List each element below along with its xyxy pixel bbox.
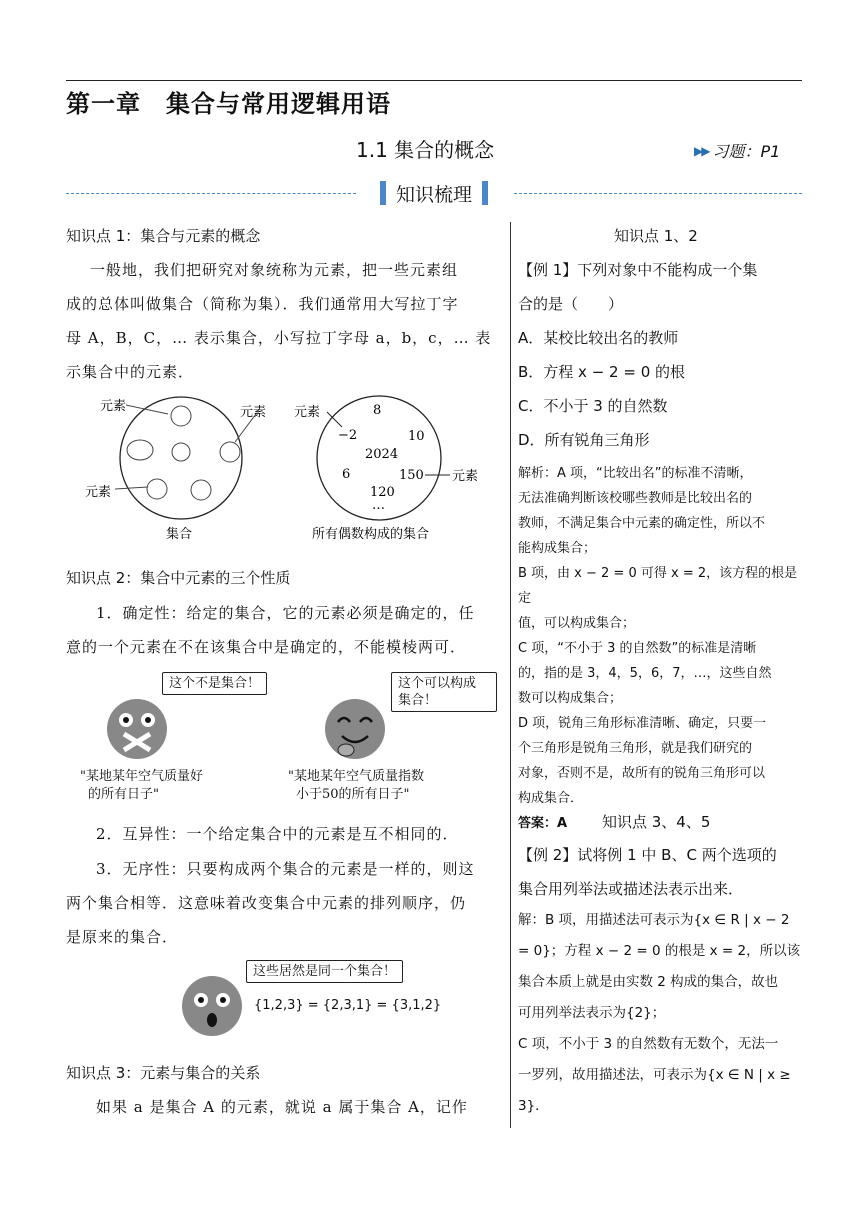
solution-line: 3}．	[518, 1098, 549, 1114]
kp2-line: 3．无序性：只要构成两个集合的元素是一样的，则这	[96, 860, 475, 878]
kp3-title: 知识点 3：元素与集合的关系	[66, 1064, 261, 1082]
kp2-paragraph-1	[66, 596, 506, 664]
top-rule	[66, 80, 802, 81]
set-number: 10	[408, 429, 425, 444]
exercise-reference[interactable]	[694, 139, 780, 162]
kp3-line: 如果 a 是集合 A 的元素，就说 a 属于集合 A，记作	[96, 1098, 468, 1116]
set-number: 6	[342, 467, 351, 482]
set-number: 8	[373, 403, 382, 418]
solution-line: 解：B 项，用描述法可表示为{x ∈ R | x − 2	[518, 912, 790, 928]
set-circle-even-numbers	[294, 396, 478, 542]
column-divider	[510, 222, 511, 1128]
face-figure	[76, 668, 506, 810]
analysis-line: 能构成集合；	[518, 541, 597, 556]
bubble-right-line: 集合！	[398, 693, 438, 708]
banner-bar-left	[380, 181, 386, 205]
kp3-paragraph	[66, 1090, 506, 1124]
caption-left	[80, 768, 203, 804]
banner-title: 知识梳理	[395, 183, 472, 206]
kp1-line: 示集合中的元素．	[66, 363, 195, 381]
example-2	[518, 838, 808, 906]
answer: 答案：A	[518, 816, 568, 831]
analysis-line: 教师，不满足集合中元素的确定性，所以不	[518, 516, 766, 531]
analysis-line: 值，可以构成集合；	[518, 616, 636, 631]
dashed-divider-left	[66, 193, 356, 194]
surprised-face-icon	[180, 974, 244, 1038]
kp1-line: 成的总体叫做集合（简称为集）．我们通常用大写拉丁字	[66, 295, 459, 313]
kp2-line: 是原来的集合．	[66, 928, 179, 946]
kp2-line: 两个集合相等．这意味着改变集合中元素的排列顺序，仍	[66, 894, 467, 912]
speech-bubble-right	[391, 672, 497, 712]
solution-line: C 项，不小于 3 的自然数有无数个，无法一	[518, 1036, 779, 1052]
banner-bar-right	[482, 181, 488, 205]
caption-left-line: 的所有日子"	[88, 787, 159, 802]
analysis-line: 数可以构成集合；	[518, 691, 623, 706]
double-arrow-icon: ▶▶	[694, 143, 709, 158]
animal-icon	[220, 442, 240, 462]
section-title: 1.1 集合的概念	[356, 138, 495, 162]
kp345-title: 知识点 3、4、5	[602, 813, 711, 831]
section-banner	[366, 178, 502, 208]
analysis-line: 构成集合．	[518, 791, 584, 806]
element-label: 元素	[240, 405, 267, 420]
animal-icon	[172, 443, 190, 461]
kp2-paragraph-3	[66, 852, 506, 954]
element-label: 元素	[100, 399, 127, 414]
same-set-figure	[180, 958, 510, 1040]
option-c: C．不小于 3 的自然数	[518, 397, 668, 415]
dashed-divider-right	[514, 193, 802, 194]
example-1-line: 合的是（ ）	[518, 295, 624, 313]
solution-line: 集合本质上就是由实数 2 构成的集合，故也	[518, 974, 779, 990]
analysis-line: D 项，锐角三角形标准清晰、确定，只要一	[518, 716, 767, 731]
set-number: …	[372, 498, 385, 513]
animal-icon	[191, 480, 211, 500]
happy-face-icon	[322, 696, 392, 766]
element-label: 元素	[85, 485, 112, 500]
analysis-line: 的，指的是 3，4，5，6，7，…，这些自然	[518, 666, 772, 681]
equal-sets: {1,2,3} = {2,3,1} = {3,1,2}	[254, 998, 442, 1013]
set-number: 120	[370, 485, 395, 500]
set-circle-animals	[85, 397, 266, 542]
example-1	[518, 253, 808, 457]
analysis-line: 解析：A 项，“比较出名”的标准不清晰，	[518, 466, 753, 481]
bubble-right-line: 这个可以构成	[398, 676, 477, 691]
option-d: D．所有锐角三角形	[518, 431, 650, 449]
caption-left-line: "某地某年空气质量好	[80, 769, 203, 784]
kp12-title: 知识点 1、2	[614, 227, 698, 245]
fish-icon	[127, 440, 153, 460]
kp1-paragraph	[66, 253, 506, 389]
kp1-title: 知识点 1：集合与元素的概念	[66, 227, 261, 245]
example-2-line: 集合用列举法或描述法表示出来．	[518, 880, 744, 898]
kp2-line: 2．互异性：一个给定集合中的元素是互不相同的．	[96, 825, 459, 843]
caption-right	[288, 768, 424, 804]
caption-set: 集合	[166, 527, 193, 542]
element-label: 元素	[294, 405, 321, 420]
chapter-title: 第一章 集合与常用逻辑用语	[66, 90, 391, 118]
set-diagrams-figure	[80, 392, 500, 550]
set-number: 2024	[365, 447, 399, 462]
animal-icon	[147, 479, 167, 499]
kp1-line: 母 A，B，C，… 表示集合，小写拉丁字母 a，b，c，… 表	[66, 329, 492, 347]
analysis-line: C 项，“不小于 3 的自然数”的标准是清晰	[518, 641, 757, 656]
example-2-line: 【例 2】试将例 1 中 B、C 两个选项的	[518, 846, 777, 864]
animal-icon	[171, 406, 191, 426]
analysis-line: 个三角形是锐角三角形，就是我们研究的	[518, 741, 753, 756]
option-a: A．某校比较出名的教师	[518, 329, 679, 347]
element-label: 元素	[452, 469, 479, 484]
example-1-line: 【例 1】下列对象中不能构成一个集	[518, 261, 758, 279]
analysis-line: 无法准确判断该校哪些教师是比较出名的	[518, 491, 753, 506]
kp2-line: 意的一个元素在不在该集合中是确定的，不能模棱两可．	[66, 638, 467, 656]
option-b: B．方程 x − 2 = 0 的根	[518, 363, 686, 381]
kp2-paragraph-2	[66, 817, 506, 851]
caption-even-set: 所有偶数构成的集合	[312, 527, 430, 542]
exercise-reference-label: 习题：P1	[712, 142, 781, 161]
set-number: 150	[399, 468, 424, 483]
analysis	[518, 461, 808, 836]
caption-right-line: 小于50的所有日子"	[296, 787, 410, 802]
sad-face-icon	[104, 696, 174, 766]
solution-line: 可用列举法表示为{2}；	[518, 1005, 666, 1021]
analysis-line: 对象，否则不是，故所有的锐角三角形可以	[518, 766, 766, 781]
analysis-line: B 项，由 x − 2 = 0 可得 x = 2，该方程的根是定	[518, 566, 798, 606]
kp2-title: 知识点 2：集合中元素的三个性质	[66, 569, 291, 587]
kp2-line: 1．确定性：给定的集合，它的元素必须是确定的，任	[96, 604, 475, 622]
caption-right-line: "某地某年空气质量指数	[288, 769, 424, 784]
speech-bubble-left: 这个不是集合！	[162, 672, 267, 695]
solution-line: 一罗列，故用描述法，可表示为{x ∈ N | x ≥	[518, 1067, 791, 1083]
solution-line: = 0}；方程 x − 2 = 0 的根是 x = 2，所以该	[518, 943, 801, 959]
speech-bubble: 这些居然是同一个集合！	[246, 960, 403, 983]
kp1-line: 一般地，我们把研究对象统称为元素，把一些元素组	[90, 261, 459, 279]
set-number: −2	[338, 428, 358, 443]
solution	[518, 905, 808, 1122]
